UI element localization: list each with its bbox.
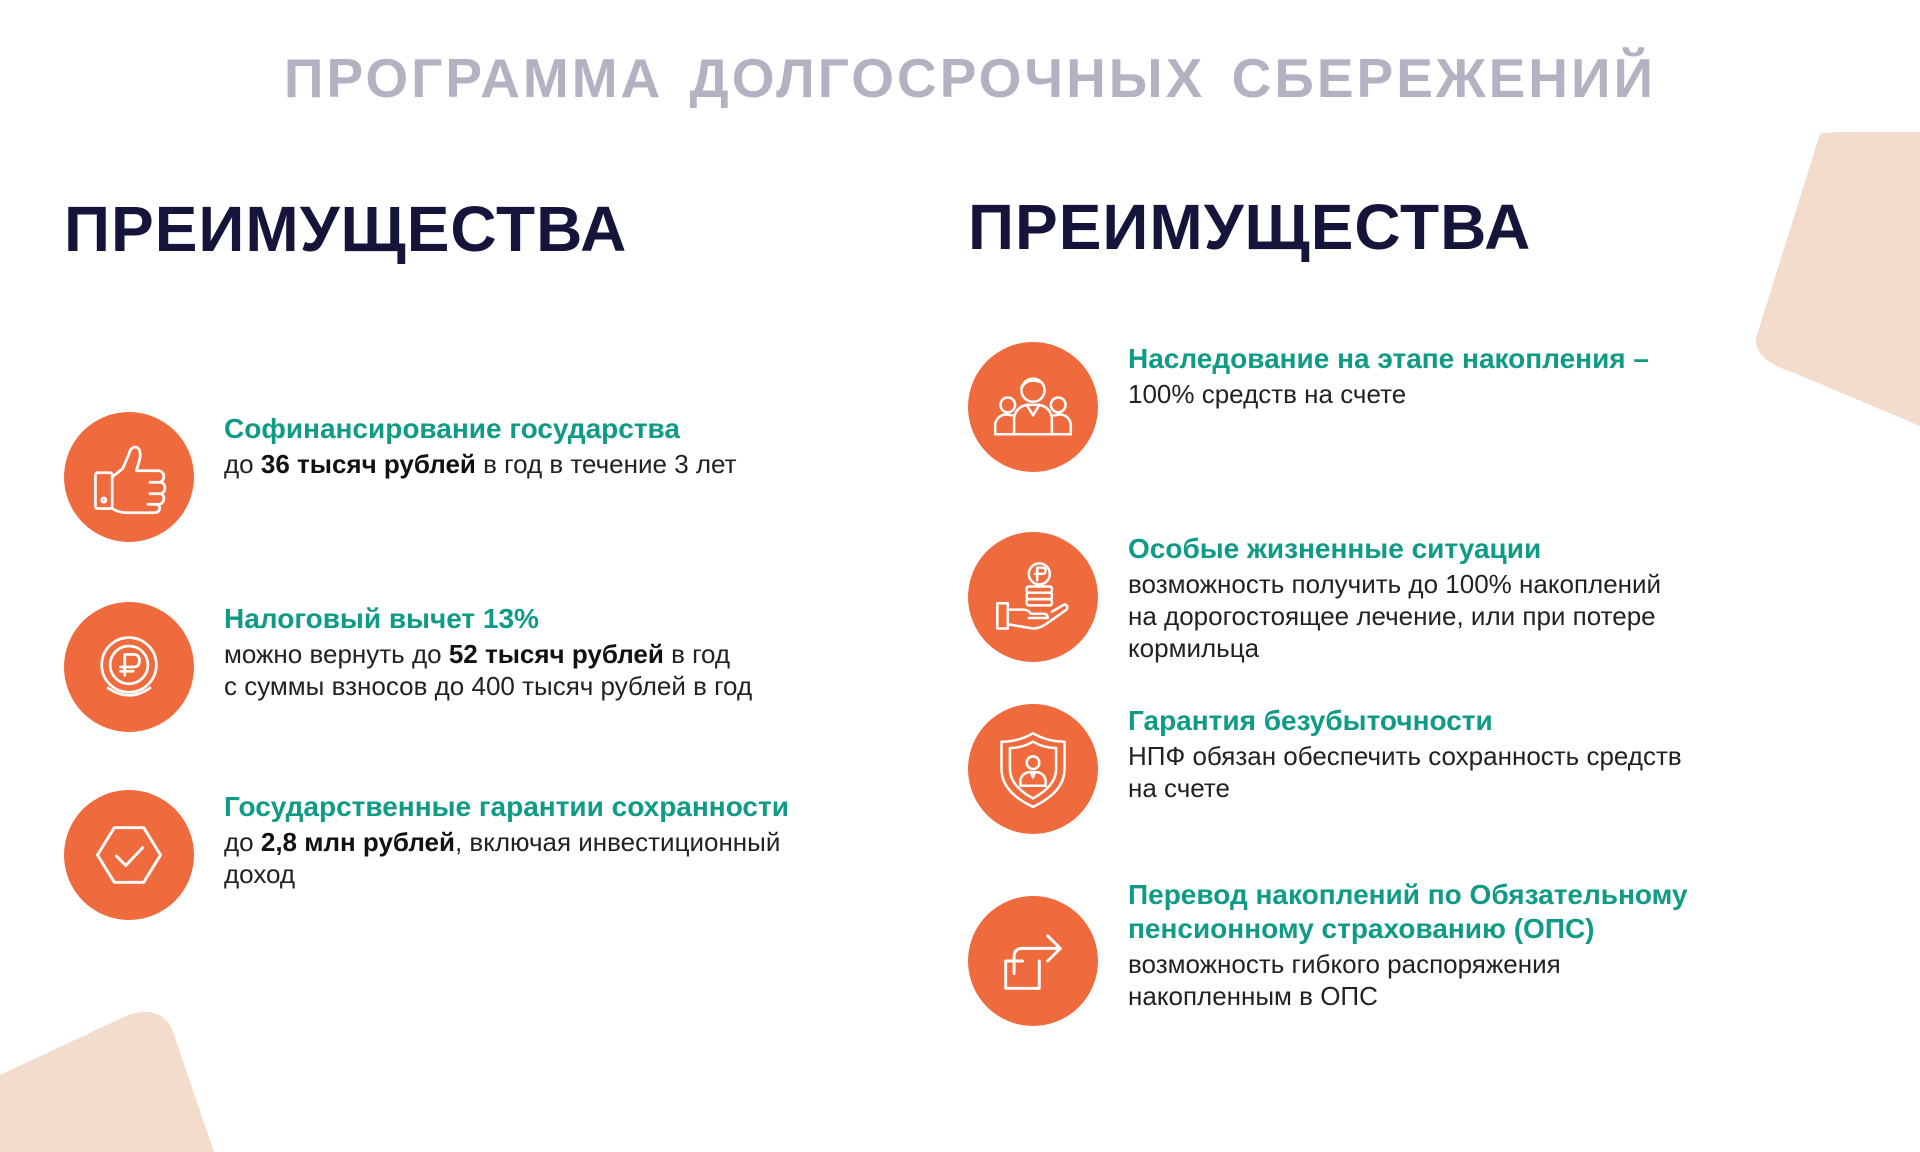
shield-person-icon bbox=[968, 704, 1098, 834]
benefit-desc: НПФ обязан обеспечить сохранность средств на счете bbox=[1128, 741, 1682, 803]
benefit-title: Перевод накоплений по Обязательному пенсионному страхованию (ОПС) bbox=[1128, 879, 1688, 944]
benefit-desc: можно вернуть до 52 тысяч рублей в год с суммы взносов до 400 тысяч рублей в год bbox=[224, 639, 753, 701]
benefit-ops-transfer bbox=[968, 878, 1688, 1026]
benefit-title: Особые жизненные ситуации bbox=[1128, 533, 1542, 564]
benefit-tax-deduction bbox=[64, 602, 752, 732]
benefit-no-loss-guarantee bbox=[968, 704, 1682, 834]
benefit-desc: возможность гибкого распоряжения накопленным в ОПС bbox=[1128, 949, 1561, 1011]
benefit-life-situations bbox=[968, 532, 1661, 664]
decor-shape-bottom-left bbox=[0, 1005, 220, 1152]
benefit-title: Наследование на этапе накопления – bbox=[1128, 343, 1649, 374]
decor-shape-top-right bbox=[1740, 120, 1920, 440]
benefit-title: Гарантия безубыточности bbox=[1128, 705, 1493, 736]
benefit-state-guarantees bbox=[64, 790, 789, 920]
page-title: ПРОГРАММА ДОЛГОСРОЧНЫХ СБЕРЕЖЕНИЙ bbox=[283, 47, 1657, 109]
benefit-inheritance bbox=[968, 342, 1649, 472]
benefit-desc: до 2,8 млн рублей, включая инвестиционный доход bbox=[224, 827, 781, 889]
ruble-coin-icon bbox=[64, 602, 194, 732]
hexagon-check-icon bbox=[64, 790, 194, 920]
benefit-title: Софинансирование государства bbox=[224, 413, 680, 444]
benefit-title: Налоговый вычет 13% bbox=[224, 603, 539, 634]
hand-coins-icon bbox=[968, 532, 1098, 662]
thumbs-up-icon bbox=[64, 412, 194, 542]
benefit-cofinancing bbox=[64, 412, 737, 542]
benefit-desc: возможность получить до 100% накоплений на дорогостоящее лечение, или при потере кормильца bbox=[1128, 569, 1662, 663]
benefit-desc: 100% средств на счете bbox=[1128, 379, 1407, 409]
left-heading: ПРЕИМУЩЕСТВА bbox=[64, 193, 628, 265]
right-heading: ПРЕИМУЩЕСТВА bbox=[968, 191, 1532, 263]
transfer-arrow-icon bbox=[968, 896, 1098, 1026]
benefit-title: Государственные гарантии сохранности bbox=[224, 791, 789, 822]
family-icon bbox=[968, 342, 1098, 472]
benefit-desc: до 36 тысяч рублей в год в течение 3 лет bbox=[224, 449, 737, 479]
